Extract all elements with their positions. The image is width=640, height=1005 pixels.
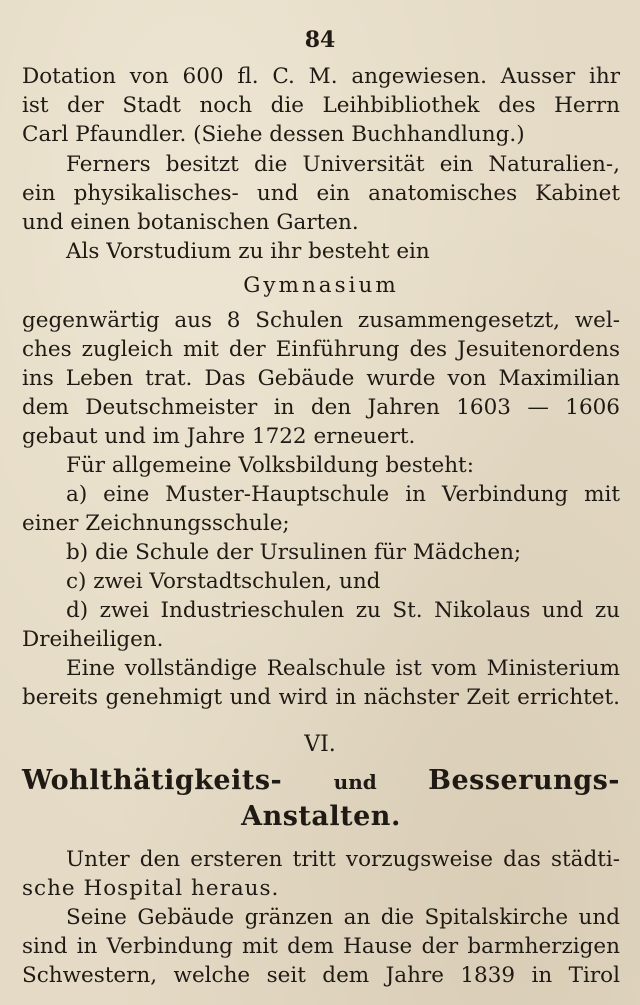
text-line: Als Vorstudium zu ihr besteht ein: [66, 239, 430, 264]
text-line: Dotation von 600 fl. C. M. angewiesen. Ausser ihr: [22, 64, 620, 89]
text-line: Seine Gebäude gränzen an die Spitalskirche und: [66, 905, 620, 930]
text-line: ist der Stadt noch die Leihbibliothek des Herrn: [22, 93, 620, 118]
list-item: d) zwei Industrieschulen zu St. Nikolaus und zu: [66, 598, 620, 623]
text-line: ches zugleich mit der Einführung des Jesuitenordens: [22, 337, 620, 362]
text-line: gebaut und im Jahre 1722 erneuert.: [22, 424, 416, 449]
text-line: dem Deutschmeister in den Jahren 1603 — 1606: [22, 395, 620, 420]
text-line: ins Leben trat. Das Gebäude wurde von Maximilian: [22, 366, 620, 391]
gymnasium-heading: Gymnasium: [243, 273, 399, 298]
text-line: Unter den ersteren tritt vorzugsweise das städti-: [66, 847, 620, 872]
section-heading-part2: Besserungs-: [428, 765, 620, 796]
section-number: VI.: [304, 732, 336, 757]
text-line: sche Hospital heraus.: [22, 876, 280, 901]
text-line: Dreiheiligen.: [22, 627, 164, 652]
text-line: Ferners besitzt die Universität ein Naturalien-,: [66, 152, 620, 177]
text-line: einer Zeichnungsschule;: [22, 511, 290, 536]
section-heading-und: und: [333, 770, 377, 794]
text-line: Eine vollständige Realschule ist vom Ministerium: [66, 656, 620, 681]
text-line: ein physikalisches- und ein anatomisches Kabinet: [22, 181, 620, 206]
list-item: a) eine Muster-Hauptschule in Verbindung mit: [66, 482, 620, 507]
section-heading-line-2: Anstalten.: [241, 801, 401, 832]
text-line: Carl Pfaundler. (Siehe dessen Buchhandlung.): [22, 122, 525, 147]
section-heading-line-1: [22, 764, 620, 799]
text-line: bereits genehmigt und wird in nächster Zeit errichtet.: [22, 685, 620, 710]
text-line: Schwestern, welche seit dem Jahre 1839 in Tirol: [22, 963, 620, 988]
page-number: 84: [304, 27, 336, 53]
text-line: und einen botanischen Garten.: [22, 210, 359, 235]
text-line: Für allgemeine Volksbildung besteht:: [66, 453, 474, 478]
text-line: sind in Verbindung mit dem Hause der barmherzigen: [22, 934, 620, 959]
list-item: b) die Schule der Ursulinen für Mädchen;: [66, 540, 522, 565]
list-item: c) zwei Vorstadtschulen, und: [66, 569, 381, 594]
section-heading-part1: Wohlthätigkeits-: [22, 765, 283, 796]
text-line: gegenwärtig aus 8 Schulen zusammengesetzt, wel-: [22, 308, 620, 333]
